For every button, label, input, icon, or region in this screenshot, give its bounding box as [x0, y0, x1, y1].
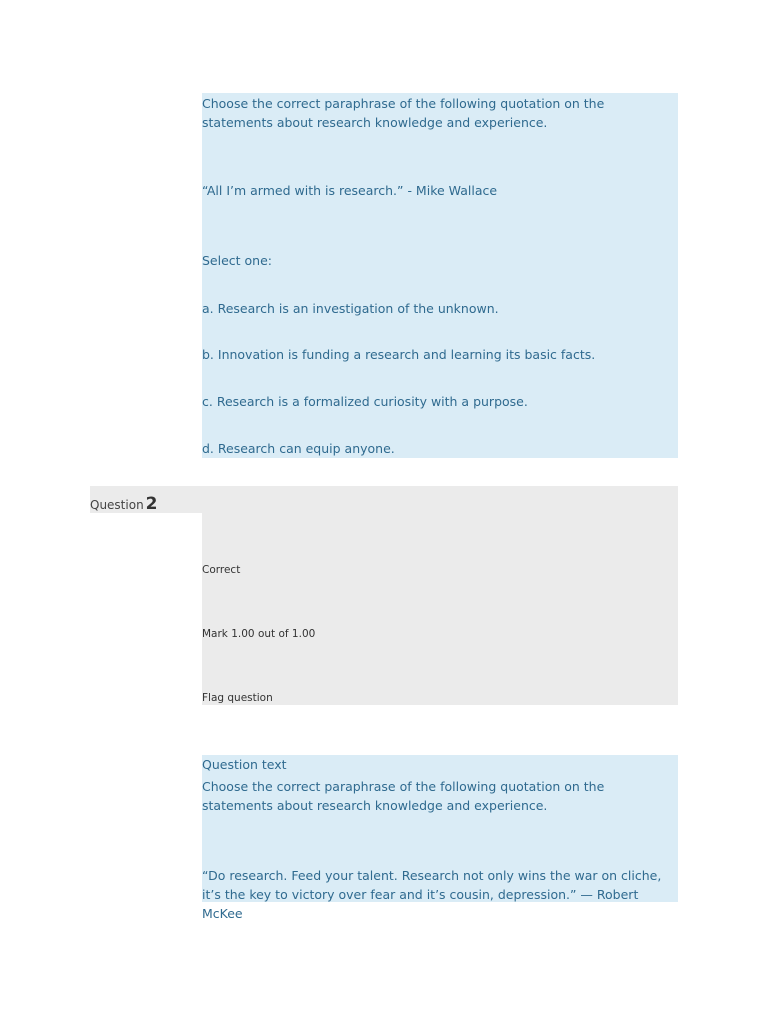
- answer-option-d[interactable]: d. Research can equip anyone.: [202, 441, 395, 456]
- question-number: 2: [145, 494, 158, 514]
- question-2-quote: “Do research. Feed your talent. Research not only wins the war on cliche, it’s the key to victory over fear and it’s cousin, depression.” — Robert McKee: [202, 868, 662, 921]
- answer-option-c[interactable]: c. Research is a formalized curiosity with a purpose.: [202, 394, 528, 409]
- question-2-content: [202, 755, 678, 921]
- flag-question-link[interactable]: Flag question: [202, 692, 273, 704]
- question-grade: Mark 1.00 out of 1.00: [202, 628, 316, 640]
- question-1-quote: “All I’m armed with is research.” - Mike Wallace: [202, 183, 498, 198]
- select-one-label: Select one:: [202, 253, 273, 268]
- question-state: Correct: [202, 564, 241, 576]
- question-1-prompt: Choose the correct paraphrase of the following quotation on the statements about research knowledge and experience.: [202, 96, 605, 130]
- question-text-heading: Question text: [202, 757, 287, 772]
- question-2-header: [90, 486, 202, 513]
- question-2-info-panel: [202, 486, 678, 705]
- question-number-label: Question 2: [90, 494, 158, 514]
- answer-option-b[interactable]: b. Innovation is funding a research and learning its basic facts.: [202, 347, 596, 362]
- question-1-content: [202, 93, 678, 458]
- question-2-prompt: Choose the correct paraphrase of the following quotation on the statements about research knowledge and experience.: [202, 779, 605, 813]
- answer-option-a[interactable]: a. Research is an investigation of the unknown.: [202, 301, 499, 316]
